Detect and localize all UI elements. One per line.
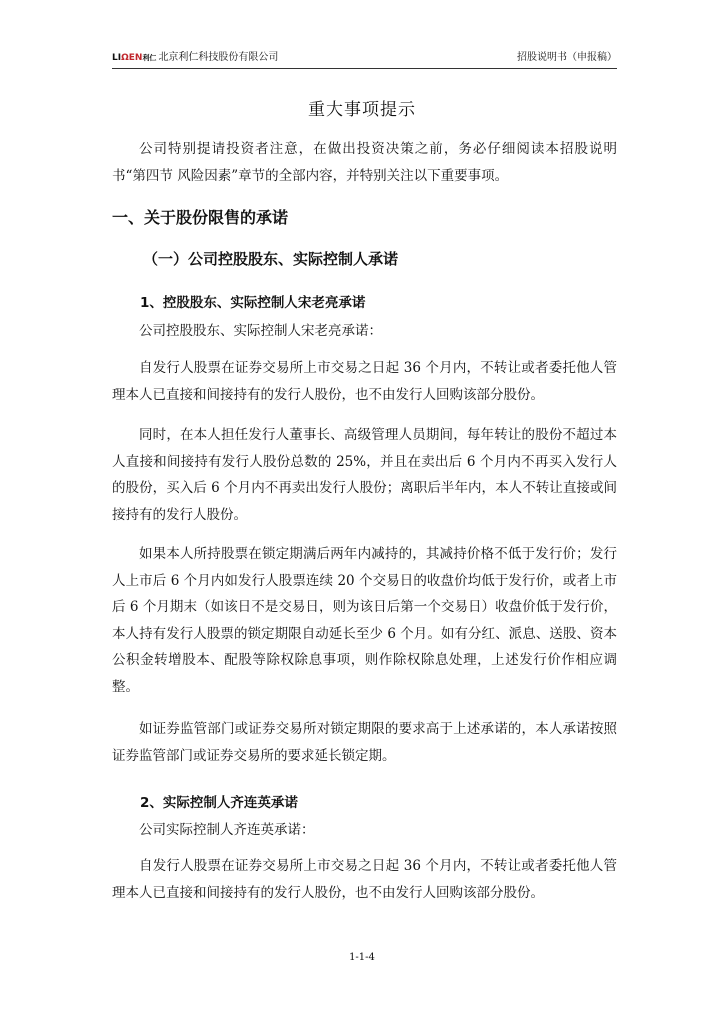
- company-name: 北京利仁科技股份有限公司: [158, 52, 279, 63]
- logo-suffix: 利仁: [142, 54, 157, 62]
- subsection-heading: （一）公司控股股东、实际控制人承诺: [143, 250, 399, 268]
- intro-paragraph: 公司特别提请投资者注意，在做出投资决策之前，务必仔细阅读本招股说明书“第四节 风险因素”章节的全部内容，并特别关注以下重要事项。: [112, 141, 617, 184]
- paragraph: 自发行人股票在证券交易所上市交易之日起 36 个月内，不转让或者委托他人管理本人已直接和间接持有的发行人股份，也不由发行人回购该部分股份。: [112, 858, 617, 901]
- doc-type: 招股说明书（申报稿）: [517, 52, 617, 63]
- page-header: [112, 50, 617, 69]
- paragraph: 如证券监管部门或证券交易所对锁定期限的要求高于上述承诺的，本人承诺按照证券监管部门或证券交易所的要求延长锁定期。: [112, 721, 617, 764]
- page-title: 重大事项提示: [308, 100, 416, 120]
- header-company: [112, 51, 278, 65]
- item-heading: 1、控股股东、实际控制人宋老亮承诺: [140, 295, 366, 311]
- page-number: 1-1-4: [349, 952, 375, 963]
- item-heading: 2、实际控制人齐连英承诺: [140, 795, 298, 811]
- company-logo: [112, 51, 156, 65]
- section-heading: 一、关于股份限售的承诺: [112, 208, 289, 227]
- paragraph: 同时，在本人担任发行人董事长、高级管理人员期间，每年转让的股份不超过本人直接和间接持有发行人股份总数的 25%，并且在卖出后 6 个月内不再买入发行人的股份，买入后 6 个月内不再卖出发行人股份；离职后半年内，本人不转让直接或间接持有的发行人股份。: [112, 427, 617, 523]
- item-lead: 公司实际控制人齐连英承诺：: [139, 822, 315, 838]
- paragraph: 如果本人所持股票在锁定期满后两年内减持的，其减持价格不低于发行价；发行人上市后 6 个月内如发行人股票连续 20 个交易日的收盘价均低于发行价，或者上市后 6 个月期末（如该日不是交易日，则为该日后第一个交易日）收盘价低于发行价，本人持有发行人股票的锁定期限自动延长至少 6 个月。如有分红、派息、送股、资本公积金转增股本、配股等除权除息事项，则作除权除息处理，上述发行价作相应调整。: [112, 546, 617, 695]
- logo-text-dark: LI: [112, 53, 122, 63]
- item-lead: 公司控股股东、实际控制人宋老亮承诺：: [139, 323, 382, 339]
- logo-text-red: ΩEN: [121, 53, 143, 63]
- paragraph: 自发行人股票在证券交易所上市交易之日起 36 个月内，不转让或者委托他人管理本人已直接和间接持有的发行人股份，也不由发行人回购该部分股份。: [112, 360, 617, 403]
